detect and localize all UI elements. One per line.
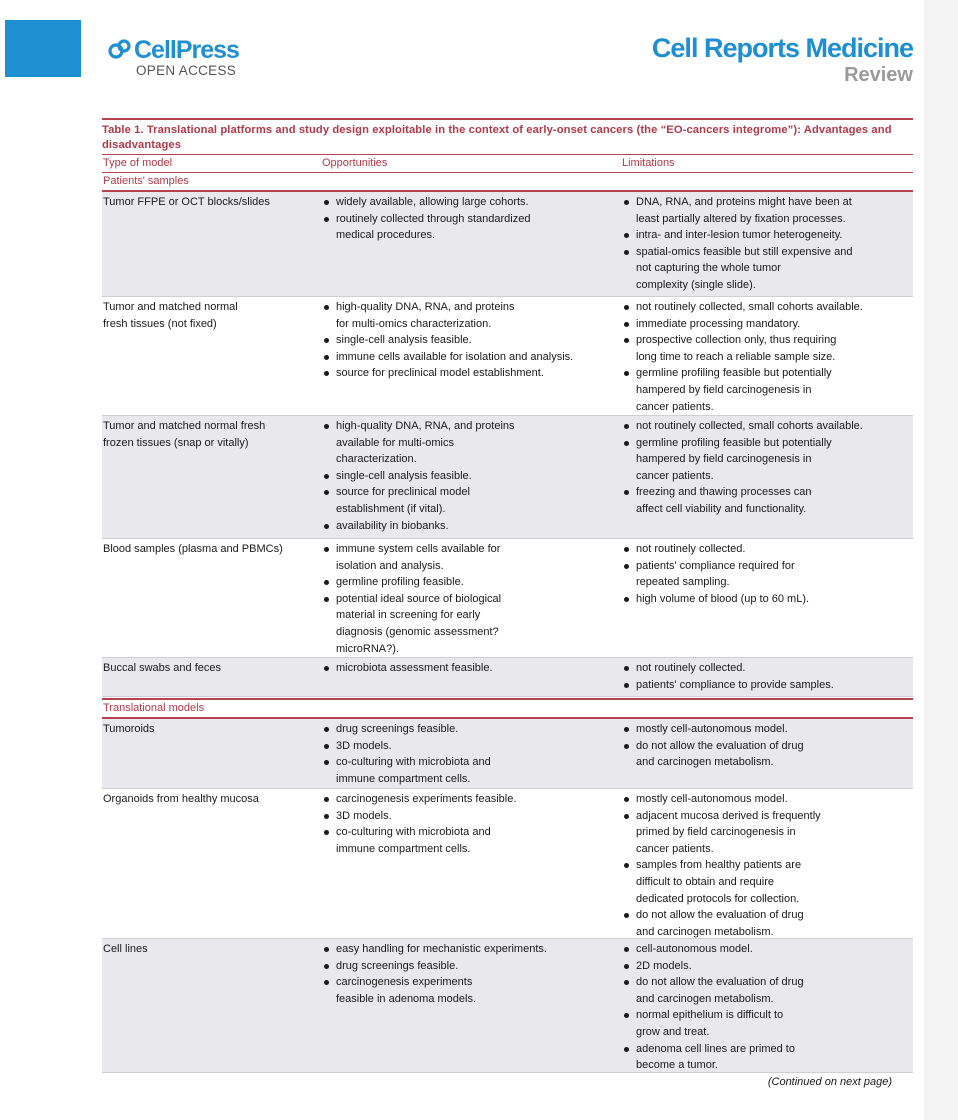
limitations-list-item: 2D models. — [622, 958, 913, 975]
opportunities-list — [322, 791, 620, 857]
model-type-cell: Tumor FFPE or OCT blocks/slides — [103, 196, 270, 208]
opportunities-list — [322, 541, 620, 657]
section-header-row: Patients' samples — [102, 173, 913, 192]
opportunities-cell — [320, 660, 620, 696]
limitations-list-item: not routinely collected, small cohorts available. — [622, 418, 913, 435]
table-row — [102, 416, 913, 539]
opportunities-list-item: co-culturing with microbiota and immune compartment cells. — [322, 754, 620, 787]
opportunities-list — [322, 194, 620, 244]
column-header-limitations: Limitations — [622, 157, 675, 169]
table-header-row — [102, 154, 913, 173]
opportunities-list-item: high-quality DNA, RNA, and proteins for multi-omics characterization. — [322, 299, 620, 332]
opportunities-cell — [320, 791, 620, 938]
model-type-cell: Blood samples (plasma and PBMCs) — [103, 543, 283, 555]
opportunities-cell — [320, 299, 620, 415]
opportunities-list-item: single-cell analysis feasible. — [322, 332, 620, 349]
opportunities-list — [322, 660, 620, 677]
opportunities-list-item: source for preclinical model establishment. — [322, 365, 620, 382]
limitations-list-item: adenoma cell lines are primed to become a tumor. — [622, 1041, 913, 1074]
table-row — [102, 719, 913, 789]
model-type-cell: Buccal swabs and feces — [103, 662, 222, 674]
opportunities-list-item: microbiota assessment feasible. — [322, 660, 620, 677]
opportunities-cell — [320, 721, 620, 788]
opportunities-list-item: single-cell analysis feasible. — [322, 468, 620, 485]
opportunities-list-item: 3D models. — [322, 808, 620, 825]
opportunities-list-item: immune cells available for isolation and analysis. — [322, 349, 620, 366]
opportunities-list-item: drug screenings feasible. — [322, 958, 620, 975]
limitations-list-item: mostly cell-autonomous model. — [622, 721, 913, 738]
limitations-cell — [620, 418, 913, 538]
limitations-list — [622, 418, 913, 518]
publisher-name: CellPress — [134, 36, 239, 64]
model-type-cell: Tumoroids — [103, 723, 155, 735]
opportunities-list-item: co-culturing with microbiota and immune compartment cells. — [322, 824, 620, 857]
limitations-list-item: adjacent mucosa derived is frequently primed by field carcinogenesis in cancer patients. — [622, 808, 913, 858]
limitations-list-item: intra- and inter-lesion tumor heterogeneity. — [622, 227, 913, 244]
opportunities-list-item: 3D models. — [322, 738, 620, 755]
limitations-cell — [620, 941, 913, 1072]
limitations-list-item: normal epithelium is difficult to grow and treat. — [622, 1007, 913, 1040]
column-header-type: Type of model — [103, 157, 173, 169]
limitations-list — [622, 299, 913, 415]
limitations-list-item: not routinely collected, small cohorts available. — [622, 299, 913, 316]
section-marker-block — [5, 20, 81, 77]
limitations-list-item: immediate processing mandatory. — [622, 316, 913, 333]
opportunities-cell — [320, 541, 620, 657]
continued-note: (Continued on next page) — [767, 1076, 892, 1088]
column-header-opportunities: Opportunities — [322, 157, 388, 169]
section-header-row: Translational models — [102, 698, 913, 719]
model-type-cell: Tumor and matched normal fresh frozen tissues (snap or vitally) — [103, 420, 266, 449]
limitations-list-item: patients' compliance required for repeated sampling. — [622, 558, 913, 591]
page-margin-strip — [924, 0, 958, 1120]
opportunities-cell — [320, 418, 620, 538]
limitations-list-item: patients' compliance to provide samples. — [622, 677, 913, 694]
table-row — [102, 539, 913, 658]
article-type: Review — [844, 64, 913, 86]
cellpress-logo-icon — [108, 38, 132, 60]
opportunities-list-item: potential ideal source of biological material in screening for early diagnosis (genomic assessment? microRNA?). — [322, 591, 620, 657]
opportunities-list — [322, 721, 620, 787]
limitations-list-item: cell-autonomous model. — [622, 941, 913, 958]
limitations-list-item: do not allow the evaluation of drug and carcinogen metabolism. — [622, 907, 913, 940]
limitations-list — [622, 660, 913, 693]
journal-name: Cell Reports Medicine — [651, 33, 913, 63]
limitations-list — [622, 721, 913, 771]
opportunities-list — [322, 941, 620, 1007]
limitations-list — [622, 541, 913, 607]
limitations-list-item: samples from healthy patients are difficult to obtain and require dedicated protocols for collection. — [622, 857, 913, 907]
limitations-list-item: do not allow the evaluation of drug and carcinogen metabolism. — [622, 738, 913, 771]
opportunities-cell — [320, 194, 620, 296]
limitations-cell — [620, 194, 913, 296]
limitations-list-item: high volume of blood (up to 60 mL). — [622, 591, 913, 608]
limitations-list-item: DNA, RNA, and proteins might have been at least partially altered by fixation processes. — [622, 194, 913, 227]
table-row — [102, 789, 913, 939]
opportunities-list-item: routinely collected through standardized medical procedures. — [322, 211, 620, 244]
limitations-cell — [620, 721, 913, 788]
limitations-list-item: freezing and thawing processes can affect cell viability and functionality. — [622, 484, 913, 517]
limitations-list-item: mostly cell-autonomous model. — [622, 791, 913, 808]
limitations-list-item: not routinely collected. — [622, 541, 913, 558]
limitations-list-item: prospective collection only, thus requiring long time to reach a reliable sample size. — [622, 332, 913, 365]
opportunities-list-item: source for preclinical model establishment (if vital). — [322, 484, 620, 517]
model-type-cell: Organoids from healthy mucosa — [103, 793, 259, 805]
opportunities-list — [322, 418, 620, 534]
table-row — [102, 297, 913, 416]
limitations-list — [622, 941, 913, 1074]
table-body — [102, 173, 913, 1073]
journal-header — [652, 32, 913, 86]
limitations-cell — [620, 660, 913, 696]
opportunities-list-item: germline profiling feasible. — [322, 574, 620, 591]
table-row — [102, 658, 913, 697]
model-type-cell: Tumor and matched normal fresh tissues (not fixed) — [103, 301, 238, 330]
limitations-list — [622, 791, 913, 940]
opportunities-list-item: easy handling for mechanistic experiments. — [322, 941, 620, 958]
limitations-list-item: germline profiling feasible but potentially hampered by field carcinogenesis in cancer patients. — [622, 435, 913, 485]
opportunities-list-item: immune system cells available for isolation and analysis. — [322, 541, 620, 574]
limitations-cell — [620, 791, 913, 938]
limitations-cell — [620, 299, 913, 415]
limitations-list-item: spatial-omics feasible but still expensive and not capturing the whole tumor complexity (single slide). — [622, 244, 913, 294]
limitations-cell — [620, 541, 913, 657]
opportunities-list-item: carcinogenesis experiments feasible. — [322, 791, 620, 808]
table-row — [102, 192, 913, 297]
limitations-list-item: not routinely collected. — [622, 660, 913, 677]
opportunities-list-item: carcinogenesis experiments feasible in adenoma models. — [322, 974, 620, 1007]
limitations-list-item: do not allow the evaluation of drug and carcinogen metabolism. — [622, 974, 913, 1007]
opportunities-list — [322, 299, 620, 382]
table-1 — [102, 118, 913, 1073]
model-type-cell: Cell lines — [103, 943, 148, 955]
table-row — [102, 939, 913, 1073]
opportunities-list-item: availability in biobanks. — [322, 518, 620, 535]
table-caption: Table 1. Translational platforms and study design exploitable in the context of early-onset cancers (the “EO-cancers integrome”): Advantages and disadvantages — [102, 124, 892, 151]
opportunities-cell — [320, 941, 620, 1072]
opportunities-list-item: high-quality DNA, RNA, and proteins available for multi-omics characterization. — [322, 418, 620, 468]
limitations-list-item: germline profiling feasible but potentially hampered by field carcinogenesis in cancer patients. — [622, 365, 913, 415]
opportunities-list-item: widely available, allowing large cohorts. — [322, 194, 620, 211]
limitations-list — [622, 194, 913, 294]
opportunities-list-item: drug screenings feasible. — [322, 721, 620, 738]
open-access-label: OPEN ACCESS — [136, 63, 237, 78]
